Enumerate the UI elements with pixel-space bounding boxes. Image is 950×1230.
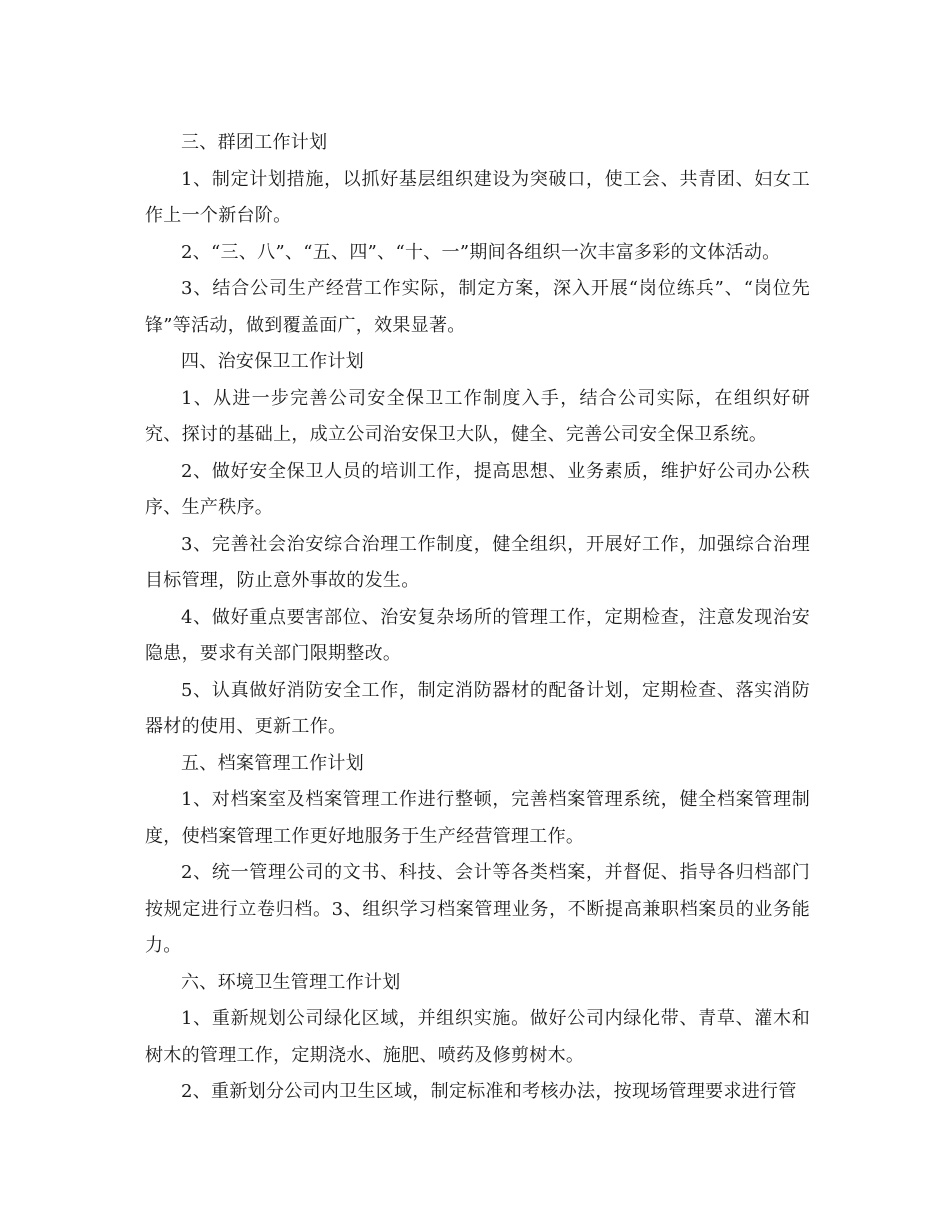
paragraph: 2、“三、八”、“五、四”、“十、一”期间各组织一次丰富多彩的文体活动。 [181, 241, 781, 263]
section-heading-archive-work: 五、档案管理工作计划 [181, 752, 364, 774]
paragraph: 1、制定计划措施，以抓好基层组织建设为突破口，使工会、共青团、妇女工作上一个新台阶。 [145, 168, 810, 226]
paragraph: 2、统一管理公司的文书、科技、会计等各类档案，并督促、指导各归档部门按规定进行立卷归档。3、组织学习档案管理业务，不断提高兼职档案员的业务能力。 [145, 862, 810, 956]
paragraph: 1、重新规划公司绿化区域，并组织实施。做好公司内绿化带、青草、灌木和树木的管理工作，定期浇水、施肥、喷药及修剪树木。 [145, 1008, 810, 1066]
paragraph: 4、做好重点要害部位、治安复杂场所的管理工作，定期检查，注意发现治安隐患，要求有关部门限期整改。 [145, 606, 810, 664]
paragraph: 1、对档案室及档案管理工作进行整顿，完善档案管理系统，健全档案管理制度，使档案管理工作更好地服务于生产经营管理工作。 [145, 789, 810, 847]
paragraph: 2、重新划分公司内卫生区域，制定标准和考核办法，按现场管理要求进行管 [181, 1081, 797, 1102]
paragraph: 1、从进一步完善公司安全保卫工作制度入手，结合公司实际，在组织好研究、探讨的基础上，成立公司治安保卫大队，健全、完善公司安全保卫系统。 [145, 387, 810, 445]
paragraph: 2、做好安全保卫人员的培训工作，提高思想、业务素质，维护好公司办公秩序、生产秩序。 [145, 460, 810, 518]
paragraph: 3、结合公司生产经营工作实际，制定方案，深入开展“岗位练兵”、“岗位先锋”等活动，做到覆盖面广，效果显著。 [145, 278, 810, 336]
section-heading-security-work: 四、治安保卫工作计划 [181, 351, 364, 372]
paragraph: 3、完善社会治安综合治理工作制度，健全组织，开展好工作，加强综合治理目标管理，防止意外事故的发生。 [145, 533, 810, 591]
paragraph: 5、认真做好消防安全工作，制定消防器材的配备计划，定期检查、落实消防器材的使用、更新工作。 [145, 679, 810, 737]
document-body [145, 125, 810, 1111]
section-heading-environment-work: 六、环境卫生管理工作计划 [181, 971, 401, 993]
section-heading-group-work: 三、群团工作计划 [181, 132, 328, 153]
